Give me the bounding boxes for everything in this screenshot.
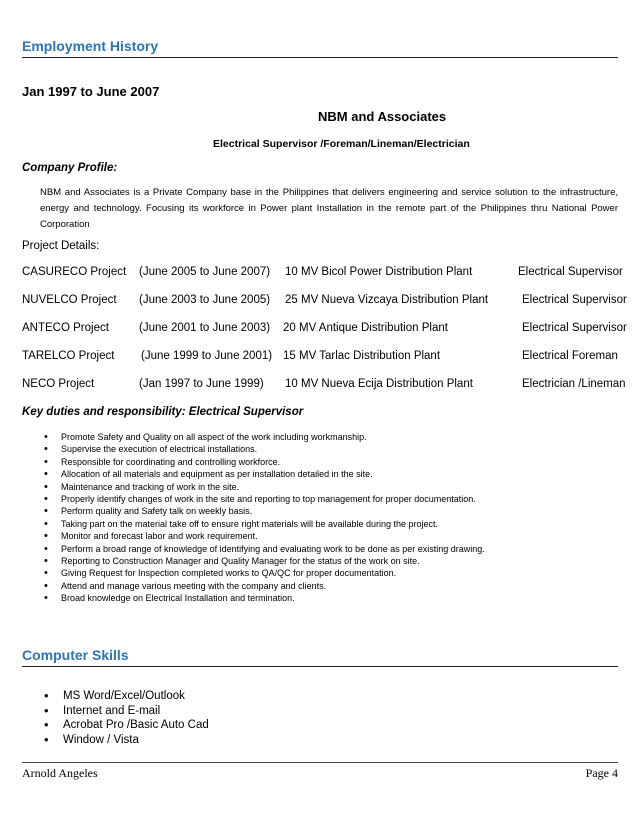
list-item: • Perform quality and Safety talk on weekly basis. — [61, 505, 485, 517]
project-name: ANTECO Project — [22, 322, 109, 334]
company-profile-label: Company Profile: — [22, 162, 118, 174]
list-item: • Perform a broad range of knowledge of identifying and evaluating work to be done as per existing drawing. — [61, 543, 485, 555]
page-number: Page 4 — [585, 766, 618, 780]
position-title: Electrical Supervisor /Foreman/Lineman/Electrician — [213, 138, 470, 150]
project-description: 25 MV Nueva Vizcaya Distribution Plant — [285, 294, 489, 306]
footer-name: Arnold Angeles — [22, 766, 98, 780]
project-role: Electrical Foreman — [522, 350, 618, 362]
list-item: • Responsible for coordinating and controlling workforce. — [61, 456, 485, 468]
company-name: NBM and Associates — [318, 109, 447, 124]
list-item: • Promote Safety and Quality on all aspect of the work including workmanship. — [61, 431, 485, 443]
project-dates: (June 2005 to June 2007) — [139, 266, 271, 278]
project-name: CASURECO Project — [22, 266, 127, 278]
project-dates: (June 2003 to June 2005) — [139, 294, 271, 306]
list-item: • Maintenance and tracking of work in the site. — [61, 481, 485, 493]
list-item: • Reporting to Construction Manager and Quality Manager for the status of the work on site. — [61, 555, 485, 567]
project-name: NECO Project — [22, 378, 95, 390]
project-role: Electrician /Lineman — [522, 378, 626, 390]
list-item: • Supervise the execution of electrical installations. — [61, 443, 485, 455]
employment-period: Jan 1997 to June 2007 — [22, 84, 160, 99]
project-dates: (Jan 1997 to June 1999) — [139, 378, 264, 390]
section-divider — [22, 57, 618, 58]
list-item: • Taking part on the material take off to ensure right materials will be available during the project. — [61, 518, 485, 530]
employment-history-heading: Employment History — [22, 38, 159, 54]
company-profile-text: NBM and Associates is a Private Company base in the Philippines that delivers engineering and service solution to the infrastructure, energy and technology. Focusing its workforce in Power plant Installation in the remote part of the Philippines thru National Power Corporation — [40, 187, 618, 230]
list-item: • Allocation of all materials and equipment as per installation detailed in the site. — [61, 468, 485, 480]
project-dates: (June 1999 to June 2001) — [141, 350, 273, 362]
list-item: • Broad knowledge on Electrical Installation and termination. — [61, 592, 485, 604]
project-role: Electrical Supervisor — [522, 294, 627, 306]
list-item: • MS Word/Excel/Outlook — [63, 689, 209, 704]
duties-list — [61, 431, 485, 604]
project-role: Electrical Supervisor — [518, 266, 623, 278]
list-item: • Giving Request for Inspection completed works to QA/QC for proper documentation. — [61, 567, 485, 579]
key-duties-label: Key duties and responsibility: Electrical Supervisor — [22, 406, 304, 418]
list-item: • Internet and E-mail — [63, 704, 209, 719]
project-name: NUVELCO Project — [22, 294, 117, 306]
project-description: 10 MV Nueva Ecija Distribution Plant — [285, 378, 473, 390]
list-item: • Properly identify changes of work in the site and reporting to top management for proper documentation. — [61, 493, 485, 505]
skills-list — [63, 689, 209, 748]
computer-skills-heading: Computer Skills — [22, 647, 129, 663]
project-dates: (June 2001 to June 2003) — [139, 322, 271, 334]
list-item: • Monitor and forecast labor and work requirement. — [61, 530, 485, 542]
project-role: Electrical Supervisor — [522, 322, 627, 334]
list-item: • Acrobat Pro /Basic Auto Cad — [63, 718, 209, 733]
project-details-label: Project Details: — [22, 240, 100, 252]
section-divider — [22, 666, 618, 667]
project-name: TARELCO Project — [22, 350, 115, 362]
list-item: • Window / Vista — [63, 733, 209, 748]
project-description: 20 MV Antique Distribution Plant — [283, 322, 448, 334]
list-item: • Attend and manage various meeting with the company and clients. — [61, 580, 485, 592]
project-description: 15 MV Tarlac Distribution Plant — [283, 350, 441, 362]
project-description: 10 MV Bicol Power Distribution Plant — [285, 266, 473, 278]
footer-divider — [22, 762, 618, 763]
